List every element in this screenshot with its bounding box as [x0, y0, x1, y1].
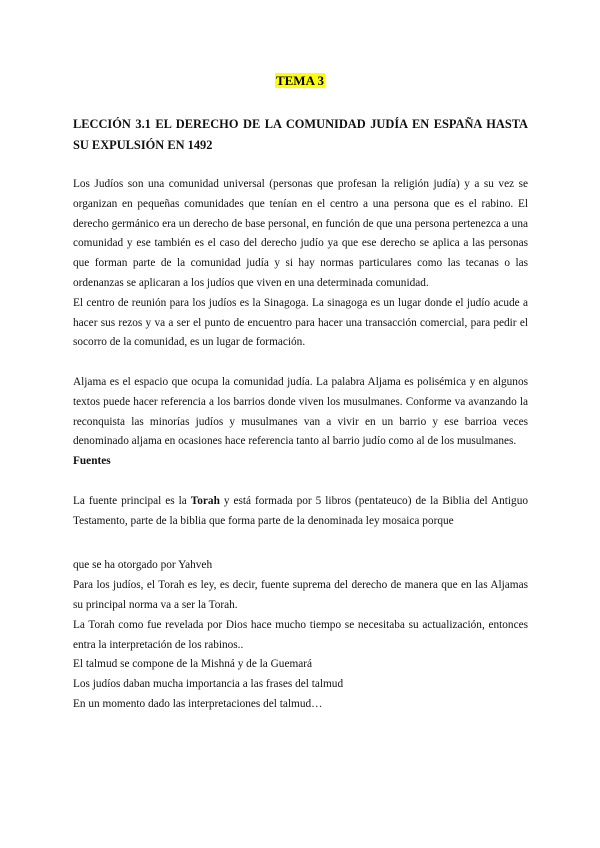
torah-text-post: y está formada por 5 libros (pentateuco) de la Biblia del Antiguo Testamento, parte de la biblia que forma parte de la denominada ley mosaica porque — [73, 494, 528, 527]
torah-bold-term: Torah — [190, 494, 220, 507]
title-container — [0, 72, 600, 90]
paragraph-aljama: Aljama es el espacio que ocupa la comunidad judía. La palabra Aljama es polisémica y en algunos textos puede hacer referencia a los barrios donde viven los musulmanes. Conforme va avanzando la reconquista las minorías judíos y musulmanes van a vivir en un barrio y ese barrioa veces denominado aljama en ocasiones hace referencia tanto al barrio judío como al de los musulmanes. — [73, 375, 528, 448]
spacer — [73, 472, 528, 492]
line-talmud-importancia: Los judíos daban mucha importancia a las frases del talmud — [73, 678, 344, 691]
fuentes-heading: Fuentes — [73, 455, 111, 468]
line-talmud-compone: El talmud se compone de la Mishná y de la Guemará — [73, 658, 313, 671]
document-body — [73, 175, 528, 715]
spacer — [73, 531, 528, 556]
tema-title: TEMA 3 — [275, 73, 325, 88]
lesson-heading: LECCIÓN 3.1 EL DERECHO DE LA COMUNIDAD JUDÍA EN ESPAÑA HASTA SU EXPULSIÓN EN 1492 — [73, 117, 528, 152]
paragraph-torah — [73, 492, 528, 532]
paragraph-sinagoga: El centro de reunión para los judíos es la Sinagoga. La sinagoga es un lugar donde el judío acude a hacer sus rezos y va a ser el punto de encuentro para hacer una transacción comercial, para pedir el socorro de la comunidad, es un lugar de formación. — [73, 296, 528, 349]
spacer — [73, 353, 528, 373]
paragraph-torah-ley: Para los judíos, el Torah es ley, es decir, fuente suprema del derecho de manera que en las Aljamas su principal norma va a ser la Torah. — [73, 579, 528, 611]
paragraph-interpretacion: La Torah como fue revelada por Dios hace mucho tiempo se necesitaba su actualización, entonces entra la interpretación de los rabinos.. — [73, 618, 528, 651]
paragraph-comunidad: Los Judíos son una comunidad universal (personas que profesan la religión judía) y a su vez se organizan en pequeñas comunidades que tenían en el centro a una persona que es el rabino. El derecho germánico era un derecho de base personal, en función de que una persona pertenezca a una comunidad y ese también es el caso del derecho judío ya que ese derecho se aplica a las personas que forman parte de la comunidad judía y si hay normas particulares como las tecanas o las ordenanzas se aplicaran a los judíos que viven en una determinada comunidad. — [73, 178, 528, 289]
torah-text-pre: La fuente principal es la — [73, 494, 191, 507]
line-talmud-interpretaciones: En un momento dado las interpretaciones del talmud… — [73, 697, 323, 710]
line-yahveh: que se ha otorgado por Yahveh — [73, 559, 213, 572]
